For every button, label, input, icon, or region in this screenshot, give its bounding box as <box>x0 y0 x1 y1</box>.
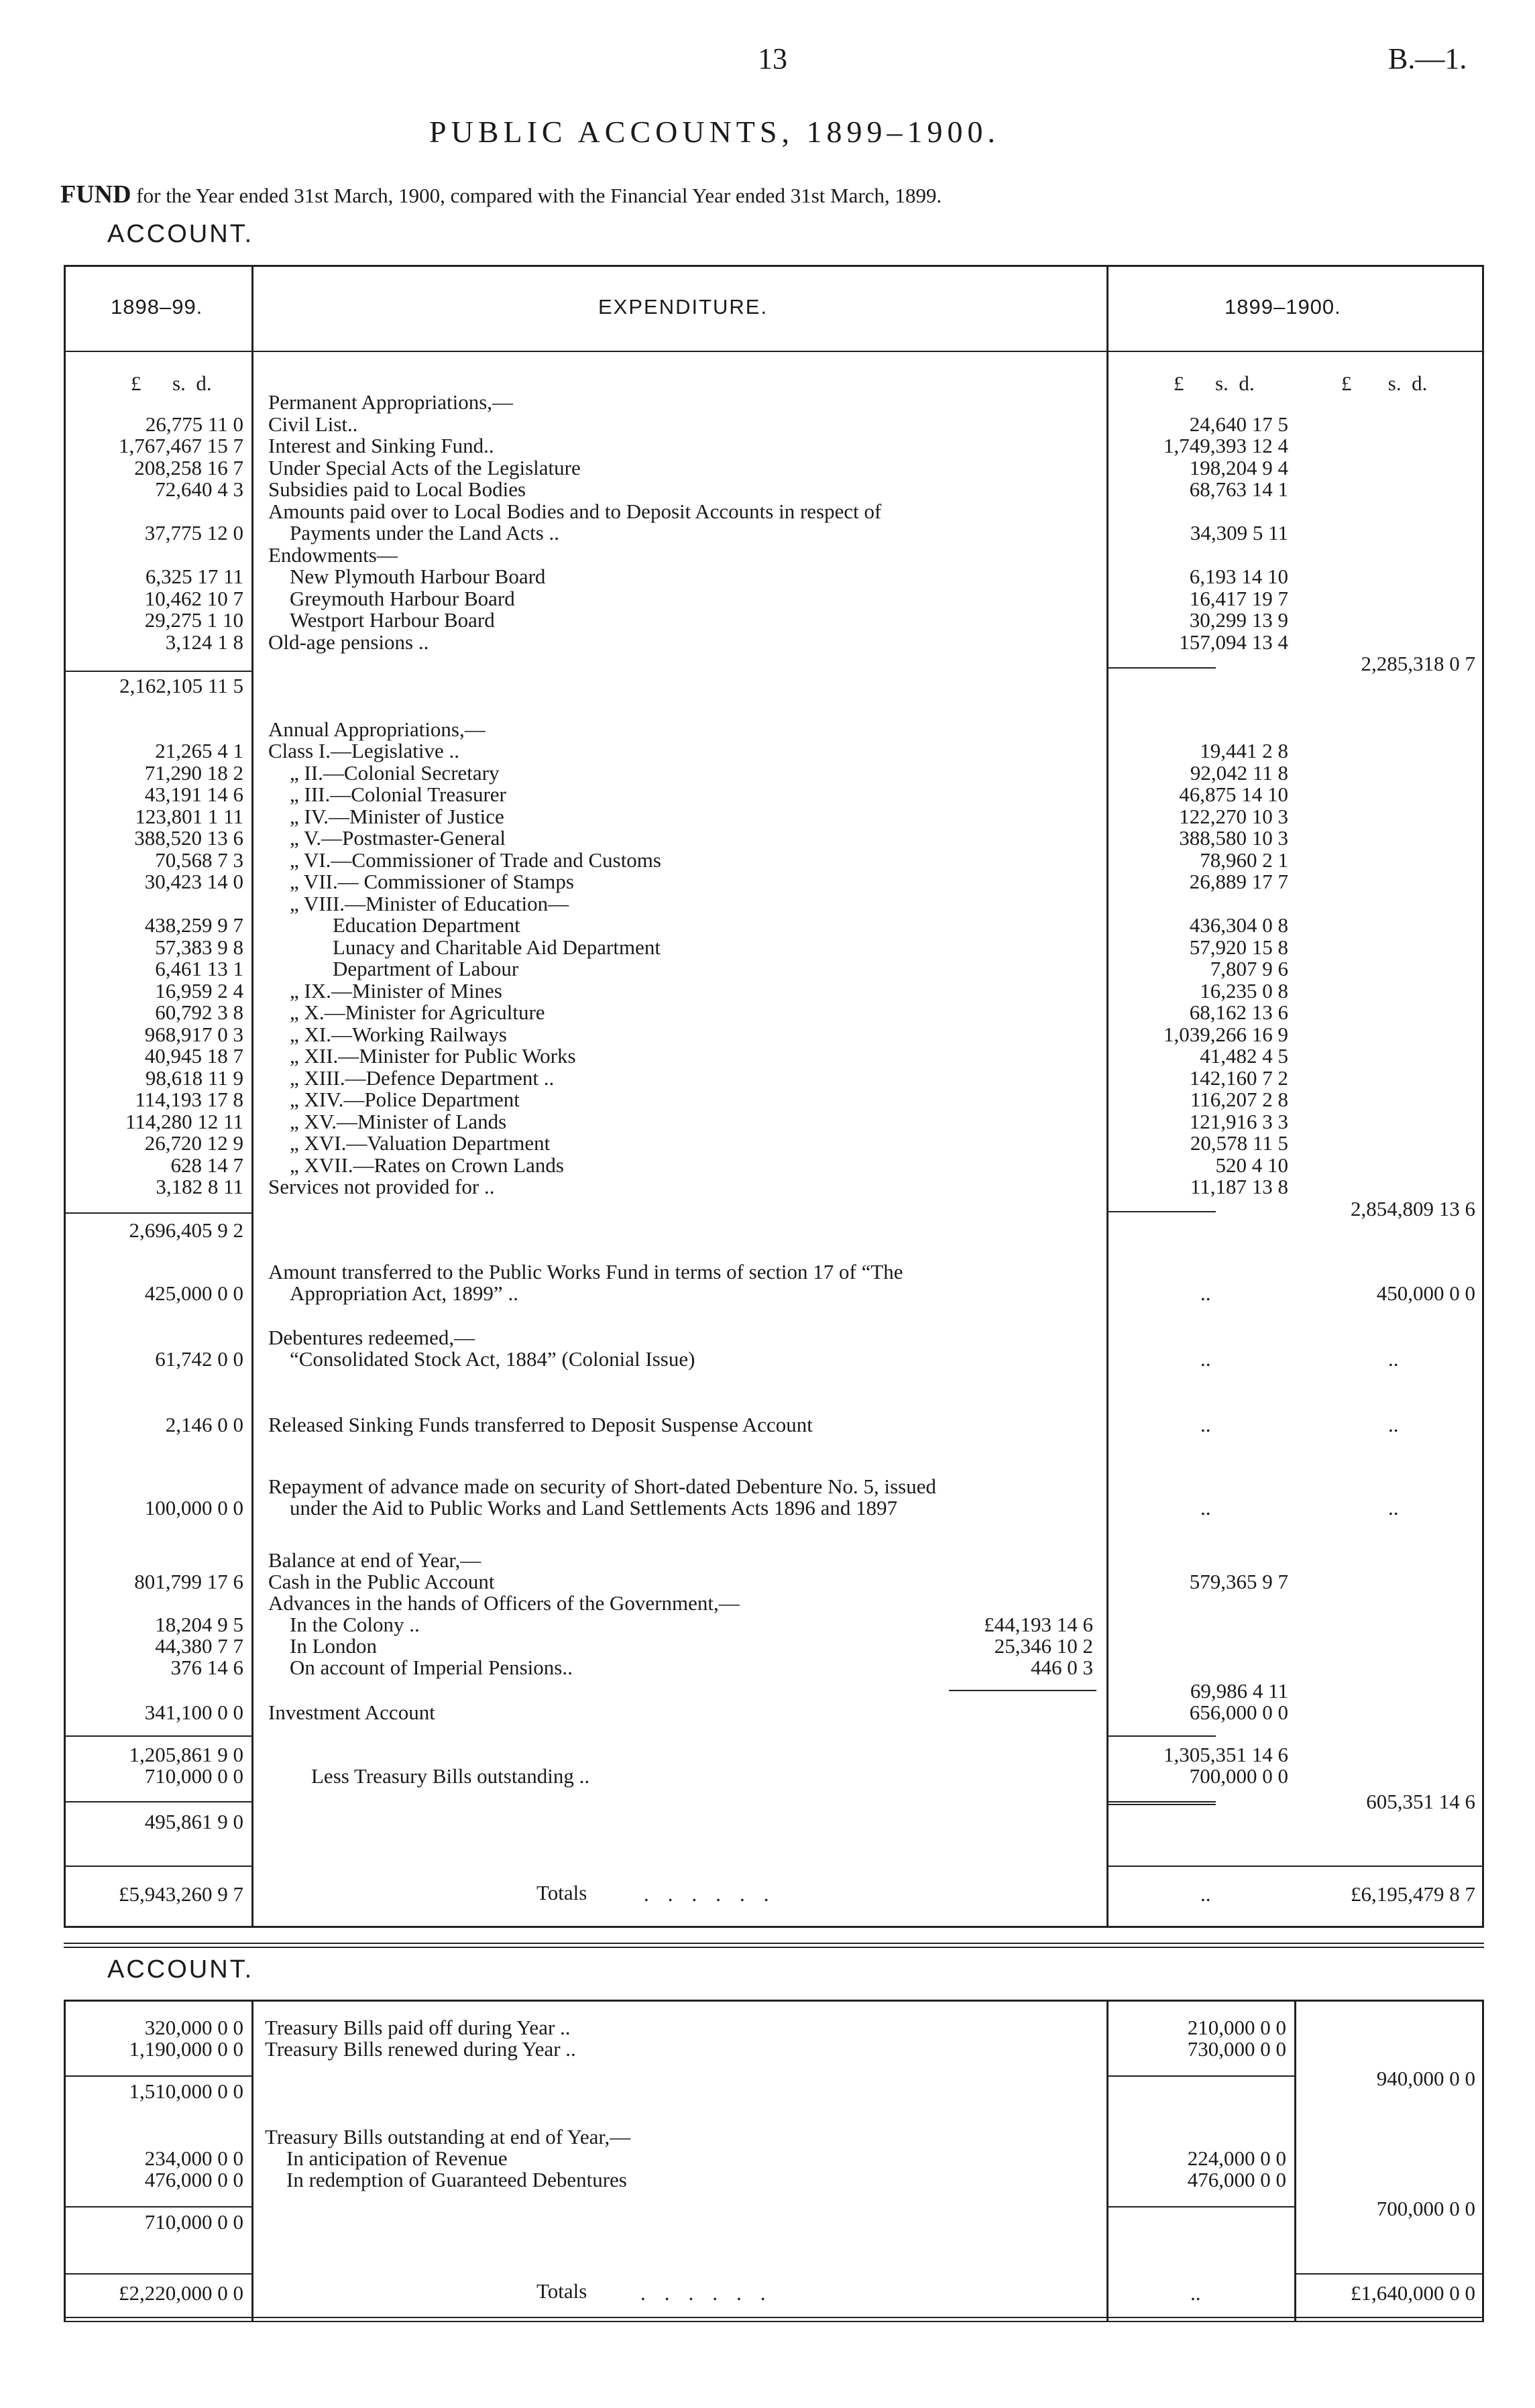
curr-amount: 122,270 10 3 <box>1179 804 1288 828</box>
total-amount: .. <box>1388 1413 1399 1436</box>
curr-amount: 92,042 11 8 <box>1190 760 1288 785</box>
prev-amount: 43,191 14 6 <box>144 783 243 806</box>
line-item: Greymouth Harbour Board <box>290 586 515 610</box>
curr-amount: 6,193 14 10 <box>1189 565 1288 588</box>
advance-amount: 25,346 10 2 <box>994 1634 1093 1658</box>
curr-amount: .. <box>1200 1496 1211 1520</box>
line-item: Permanent Appropriations,— <box>268 390 514 414</box>
prev-amount: 2,696,405 9 2 <box>129 1218 243 1242</box>
unit-pound: £ <box>1341 371 1352 395</box>
totals2-prev: £2,220,000 0 0 <box>119 2281 243 2305</box>
line-item: Civil List.. <box>268 412 358 436</box>
curr-amount: 1,039,266 16 9 <box>1163 1022 1288 1046</box>
curr-amount: .. <box>1200 1347 1211 1371</box>
line-item: Payments under the Land Acts .. <box>290 521 560 544</box>
line-item: „ XIII.—Defence Department .. <box>290 1066 555 1090</box>
curr-amount: 656,000 0 0 <box>1189 1701 1288 1724</box>
curr-amount: 19,441 2 8 <box>1200 739 1288 762</box>
curr-amount: 388,580 10 3 <box>1179 826 1288 850</box>
total-amount: 450,000 0 0 <box>1376 1281 1475 1305</box>
prev-amount: 6,325 17 11 <box>145 565 243 588</box>
unit-header-prev <box>131 372 212 394</box>
line-item: „ IV.—Minister of Justice <box>290 804 504 828</box>
curr-amount: 476,000 0 0 <box>1187 2168 1286 2191</box>
line-item: Investment Account <box>268 1701 435 1724</box>
line-item: „ XVII.—Rates on Crown Lands <box>290 1153 564 1177</box>
curr-amount: 198,204 9 4 <box>1189 455 1288 479</box>
curr-amount: 68,763 14 1 <box>1189 477 1288 501</box>
unit-pound: £ <box>1174 371 1184 395</box>
unit-pound: £ <box>131 371 141 395</box>
unit-header-total <box>1341 372 1427 394</box>
prev-amount: 44,380 7 7 <box>155 1634 243 1658</box>
curr-amount: 1,305,351 14 6 <box>1163 1743 1288 1766</box>
line-item: „ VI.—Commissioner of Trade and Customs <box>290 848 661 872</box>
line-item: Released Sinking Funds transferred to Deposit Suspense Account <box>268 1413 813 1436</box>
curr-amount: 116,207 2 8 <box>1190 1088 1288 1111</box>
prev-amount: 40,945 18 7 <box>144 1044 243 1068</box>
prev-amount: 2,162,105 11 5 <box>119 673 243 697</box>
prev-amount: 801,799 17 6 <box>134 1570 243 1593</box>
prev-amount: 1,767,467 15 7 <box>119 434 243 457</box>
line-item: Balance at end of Year,— <box>268 1548 481 1572</box>
col-header-expenditure: EXPENDITURE. <box>598 295 769 319</box>
line-item: Amounts paid over to Local Bodies and to Deposit Accounts in respect of <box>268 499 882 523</box>
curr-amount: 78,960 2 1 <box>1200 848 1288 872</box>
line-item: Old-age pensions .. <box>268 630 429 654</box>
line-item: „ IX.—Minister of Mines <box>290 978 502 1002</box>
curr-amount: 16,417 19 7 <box>1189 586 1288 610</box>
prev-amount: 18,204 9 5 <box>155 1613 243 1636</box>
curr-amount: 579,365 9 7 <box>1189 1570 1288 1593</box>
prev-amount: 341,100 0 0 <box>144 1701 243 1724</box>
line-item: Endowments— <box>268 542 398 567</box>
line-item: Under Special Acts of the Legislature <box>268 455 581 479</box>
unit-shilling: s. <box>172 371 186 395</box>
curr-amount: 520 4 10 <box>1215 1153 1288 1177</box>
curr-amount: 16,235 0 8 <box>1200 978 1288 1002</box>
prev-amount: 628 14 7 <box>170 1153 243 1177</box>
line-item: „ V.—Postmaster-General <box>290 826 506 850</box>
unit-shilling: s. <box>1387 371 1402 395</box>
line-item: „ XII.—Minister for Public Works <box>290 1044 576 1068</box>
prev-amount: 3,182 8 11 <box>156 1175 243 1198</box>
curr-amount: 1,749,393 12 4 <box>1163 434 1288 457</box>
totals-total: £6,195,479 8 7 <box>1351 1882 1475 1906</box>
curr-amount: 68,162 13 6 <box>1189 1000 1288 1024</box>
prev-amount: 29,275 1 10 <box>144 608 243 632</box>
total-amount: 2,854,809 13 6 <box>1351 1196 1475 1220</box>
line-item: On account of Imperial Pensions.. <box>290 1656 573 1679</box>
totals-curr: .. <box>1200 1882 1211 1906</box>
line-item: Class I.—Legislative .. <box>268 739 459 762</box>
prev-amount: 57,383 9 8 <box>155 935 243 959</box>
prev-amount: 114,193 17 8 <box>135 1088 243 1111</box>
prev-amount: 6,461 13 1 <box>155 957 243 980</box>
col-header-prev: 1898–99. <box>111 295 203 319</box>
prev-amount: 438,259 9 7 <box>144 913 243 937</box>
curr-amount: 142,160 7 2 <box>1189 1066 1288 1090</box>
prev-amount: 1,190,000 0 0 <box>129 2037 243 2061</box>
prev-amount: 495,861 9 0 <box>144 1810 243 1833</box>
prev-amount: 320,000 0 0 <box>144 2016 243 2039</box>
fund-line-rest: for the Year ended 31st March, 1900, compared with the Financial Year ended 31st March, 1899. <box>136 184 942 207</box>
curr-amount: 34,309 5 11 <box>1190 521 1288 544</box>
line-item: Subsidies paid to Local Bodies <box>268 477 526 501</box>
line-item: „ VIII.—Minister of Education— <box>290 891 569 915</box>
unit-pence: d. <box>196 371 212 395</box>
curr-amount: 224,000 0 0 <box>1187 2146 1286 2170</box>
prev-amount: 2,146 0 0 <box>165 1413 243 1436</box>
prev-amount: 37,775 12 0 <box>144 521 243 544</box>
totals-label: Totals <box>536 1881 587 1904</box>
prev-amount: 21,265 4 1 <box>155 739 243 762</box>
line-item: „ XIV.—Police Department <box>290 1088 520 1111</box>
curr-amount: 26,889 17 7 <box>1189 870 1288 893</box>
line-item: „ XI.—Working Railways <box>290 1022 507 1046</box>
curr-amount: 700,000 0 0 <box>1189 1764 1288 1788</box>
total-amount: .. <box>1388 1347 1399 1371</box>
line-item: under the Aid to Public Works and Land Settlements Acts 1896 and 1897 <box>290 1496 898 1520</box>
line-item: Less Treasury Bills outstanding .. <box>311 1764 590 1788</box>
line-item: In London <box>290 1634 378 1658</box>
line-item: “Consolidated Stock Act, 1884” (Colonial Issue) <box>290 1347 695 1371</box>
line-item: „ VII.— Commissioner of Stamps <box>290 870 574 893</box>
curr-amount: 30,299 13 9 <box>1189 608 1288 632</box>
unit-pence: d. <box>1239 371 1255 395</box>
curr-amount: 41,482 4 5 <box>1200 1044 1288 1068</box>
prev-amount: 61,742 0 0 <box>155 1347 243 1371</box>
curr-amount: 57,920 15 8 <box>1189 935 1288 959</box>
line-item: Education Department <box>333 913 520 937</box>
total-amount: 2,285,318 0 7 <box>1361 652 1475 675</box>
line-item: Amount transferred to the Public Works Fund in terms of section 17 of “The <box>268 1260 903 1283</box>
tb-sum-total: 940,000 0 0 <box>1376 2067 1475 2090</box>
line-item: Department of Labour <box>333 957 519 980</box>
line-item: Treasury Bills outstanding at end of Year,— <box>265 2125 631 2148</box>
curr-amount: .. <box>1200 1413 1211 1436</box>
prev-amount: 72,640 4 3 <box>155 477 243 501</box>
line-item: New Plymouth Harbour Board <box>290 565 546 588</box>
tb-sum2-prev: 710,000 0 0 <box>144 2210 243 2234</box>
prev-amount: 26,775 11 0 <box>145 412 243 436</box>
line-item: Services not provided for .. <box>268 1175 495 1198</box>
line-item: Annual Appropriations,— <box>268 717 486 741</box>
curr-amount: 20,578 11 5 <box>1190 1131 1288 1155</box>
curr-amount: 436,304 0 8 <box>1189 913 1288 937</box>
curr-amount: 11,187 13 8 <box>1190 1175 1288 1198</box>
prev-amount: 3,124 1 8 <box>165 630 243 654</box>
prev-amount: 26,720 12 9 <box>144 1131 243 1155</box>
curr-amount: 69,986 4 11 <box>1190 1679 1288 1703</box>
line-item: „ XVI.—Valuation Department <box>290 1131 551 1155</box>
col-header-curr: 1899–1900. <box>1225 295 1341 319</box>
prev-amount: 968,917 0 3 <box>144 1022 243 1046</box>
line-item: Debentures redeemed,— <box>268 1326 475 1349</box>
curr-amount: .. <box>1200 1281 1211 1305</box>
prev-amount: 70,568 7 3 <box>155 848 243 872</box>
line-item: In anticipation of Revenue <box>286 2146 508 2170</box>
line-item: Repayment of advance made on security of Short-dated Debenture No. 5, issued <box>268 1475 936 1498</box>
prev-amount: 1,205,861 9 0 <box>129 1743 243 1766</box>
line-item: In the Colony .. <box>290 1613 420 1636</box>
prev-amount: 710,000 0 0 <box>144 1764 243 1788</box>
curr-amount: 121,916 3 3 <box>1189 1109 1288 1133</box>
page-number: 13 <box>758 42 787 75</box>
prev-amount: 123,801 1 11 <box>135 804 243 828</box>
line-item: „ II.—Colonial Secretary <box>290 760 500 785</box>
line-item: Lunacy and Charitable Aid Department <box>333 935 661 959</box>
advance-amount: 446 0 3 <box>1031 1656 1093 1679</box>
totals-dots: ...... <box>644 1882 788 1906</box>
line-item: „ XV.—Minister of Lands <box>290 1109 507 1133</box>
prev-amount: 476,000 0 0 <box>144 2168 243 2191</box>
unit-pence: d. <box>1412 371 1428 395</box>
curr-amount: 46,875 14 10 <box>1179 783 1288 806</box>
line-item: Appropriation Act, 1899” .. <box>290 1281 518 1305</box>
fund-line <box>60 180 942 209</box>
line-item: In redemption of Guaranteed Debentures <box>286 2168 627 2191</box>
prev-amount: 425,000 0 0 <box>144 1281 243 1305</box>
unit-header-curr <box>1174 372 1255 394</box>
tb-sum-prev: 1,510,000 0 0 <box>129 2079 243 2103</box>
line-item: Treasury Bills paid off during Year .. <box>265 2016 571 2039</box>
line-item: Interest and Sinking Fund.. <box>268 434 494 457</box>
prev-amount: 388,520 13 6 <box>134 826 243 850</box>
totals2-label: Totals <box>536 2279 587 2303</box>
page-title: PUBLIC ACCOUNTS, 1899–1900. <box>429 115 1000 149</box>
line-item: „ X.—Minister for Agriculture <box>290 1000 545 1024</box>
curr-amount: 730,000 0 0 <box>1187 2037 1286 2061</box>
curr-amount: 24,640 17 5 <box>1189 412 1288 436</box>
prev-amount: 114,280 12 11 <box>125 1109 243 1133</box>
prev-amount: 10,462 10 7 <box>144 586 243 610</box>
totals2-curr: .. <box>1190 2281 1201 2305</box>
totals-prev: £5,943,260 9 7 <box>119 1882 243 1906</box>
section-heading-2: ACCOUNT. <box>107 1955 254 1984</box>
series-code: B.—1. <box>1388 42 1467 75</box>
balance-total: 605,351 14 6 <box>1366 1790 1475 1813</box>
prev-amount: 30,423 14 0 <box>144 870 243 893</box>
prev-amount: 98,618 11 9 <box>145 1066 243 1090</box>
curr-amount: 7,807 9 6 <box>1210 957 1288 980</box>
totals2-total: £1,640,000 0 0 <box>1351 2281 1475 2305</box>
total-amount: .. <box>1388 1496 1399 1520</box>
prev-amount: 234,000 0 0 <box>144 2146 243 2170</box>
section-heading: ACCOUNT. <box>107 220 254 248</box>
prev-amount: 376 14 6 <box>170 1656 243 1679</box>
prev-amount: 100,000 0 0 <box>144 1496 243 1520</box>
prev-amount: 60,792 3 8 <box>155 1000 243 1024</box>
line-item: Cash in the Public Account <box>268 1570 495 1593</box>
prev-amount: 71,290 18 2 <box>144 760 243 785</box>
tb-sum2-total: 700,000 0 0 <box>1376 2197 1475 2220</box>
curr-amount: 210,000 0 0 <box>1187 2016 1286 2039</box>
prev-amount: 208,258 16 7 <box>134 455 243 479</box>
advance-amount: £44,193 14 6 <box>984 1613 1093 1636</box>
fund-line-bold: FUND <box>60 180 131 209</box>
line-item: Treasury Bills renewed during Year .. <box>265 2037 576 2061</box>
totals2-dots: ...... <box>640 2281 785 2305</box>
line-item: Westport Harbour Board <box>290 608 495 632</box>
unit-shilling: s. <box>1215 371 1229 395</box>
curr-amount: 157,094 13 4 <box>1179 630 1288 654</box>
line-item: Advances in the hands of Officers of the Government,— <box>268 1591 740 1615</box>
prev-amount: 16,959 2 4 <box>155 978 243 1002</box>
line-item: „ III.—Colonial Treasurer <box>290 783 506 806</box>
